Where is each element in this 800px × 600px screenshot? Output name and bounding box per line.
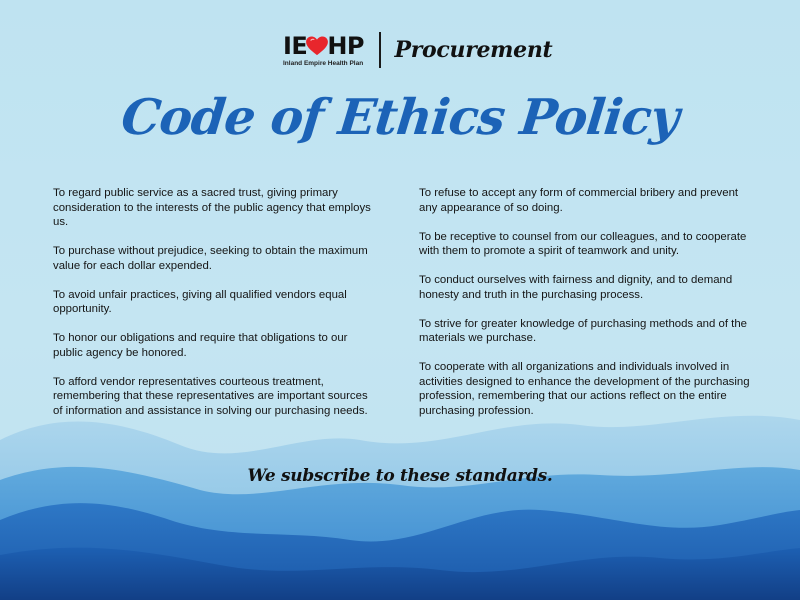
page-title: Code of Ethics Policy [118, 88, 682, 146]
policy-item: To refuse to accept any form of commercial bribery and prevent any appearance of so doing. [419, 187, 739, 214]
policy-item: To regard public service as a sacred trust, giving primary consideration to the interests of the public agency that employs us. [53, 187, 371, 228]
policy-item: To avoid unfair practices, giving all qualified vendors equal opportunity. [53, 288, 347, 315]
department-name: Procurement [394, 37, 553, 63]
policy-item: To conduct ourselves with fairness and dignity, and to demand honesty and truth in the purchasing process. [419, 274, 733, 301]
header-divider [379, 32, 381, 68]
policy-item: To purchase without prejudice, seeking to obtain the maximum value for each dollar expended. [53, 245, 368, 272]
logo-subtitle: Inland Empire Health Plan [283, 59, 364, 67]
left-column [53, 186, 373, 433]
right-column [419, 186, 759, 433]
header [283, 30, 552, 70]
policy-item: To be receptive to counsel from our colleagues, and to cooperate with them to promote a spirit of teamwork and unity. [419, 230, 747, 257]
policy-item: To honor our obligations and require that obligations to our public agency be honored. [53, 332, 348, 359]
closing-statement: We subscribe to these standards. [247, 466, 553, 486]
policy-item: To strive for greater knowledge of purchasing methods and of the materials we purchase. [419, 317, 747, 344]
logo-hp-text: HP [327, 31, 365, 60]
policy-item: To afford vendor representatives courteous treatment, remembering that these representatives are important sources of information and assistance in solving our purchasing needs. [53, 375, 368, 417]
ieHP-logo [283, 31, 373, 67]
policy-item: To cooperate with all organizations and individuals involved in activities designed to enhance the development of the purchasing profession, remembering that our actions reflect on the entire purchasing profession. [419, 361, 750, 417]
logo-ie-text: IE [283, 31, 308, 60]
heart-icon [306, 36, 328, 56]
